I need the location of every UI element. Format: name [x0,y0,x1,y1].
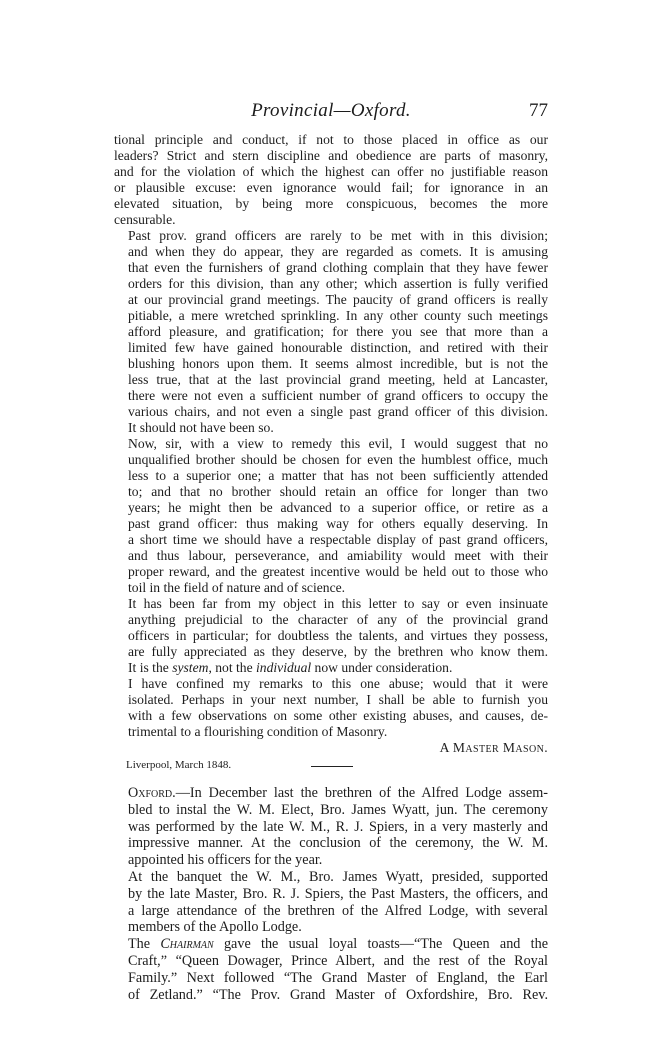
emphasis-individual: individual [256,660,312,675]
text-fragment: now under consideration. [311,660,453,675]
text-line: with a few observations on some other existing abuses, and causes, de- [128,708,548,723]
text-line: tional principle and conduct, if not to those placed in office as our [114,132,548,147]
text-line: elevated situation, by being more conspicuous, becomes the more [114,196,548,211]
text-line: and when they do appear, they are regarded as comets. It is amusing [128,244,548,259]
text-fragment: —In December last the brethren of the Alfred Lodge assem- [175,785,548,801]
text-fragment: gave the usual loyal toasts—“The Queen and the [213,936,549,953]
text-line: a large attendance of the brethren of the Alfred Lodge, with several [128,902,548,919]
text-line: At the banquet the W. M., Bro. James Wyatt, presided, supported [128,868,548,885]
signature-row [114,740,548,756]
dateline-row [114,757,548,775]
text-line: orders for this division, than any other; which assertion is fully verified [128,276,548,291]
text-line: and for the violation of which the highest can offer no justifiable reason [114,164,548,179]
page-number: 77 [529,100,548,121]
letter-paragraph-5 [114,676,548,740]
text-line: Now, sir, with a view to remedy this evil, I would suggest that no [128,436,548,451]
text-line: was performed by the late W. M., R. J. Spiers, in a very masterly and [128,818,548,835]
text-line: pitiable, a mere wretched sprinkling. In any other county such meetings [128,308,548,323]
text-line: Craft,” “Queen Dowager, Prince Albert, and the rest of the Royal [128,952,548,969]
text-line: to; and that no brother should retain an office for longer than two [128,484,548,499]
text-line: It should not have been so. [128,420,274,435]
letter-paragraph-2 [114,228,548,436]
text-line [114,936,548,953]
text-line: toil in the field of nature and of science. [128,580,346,595]
text-line: at our provincial grand meetings. The paucity of grand officers is really [128,292,548,307]
text-line: anything prejudicial to the character of any of the provincial grand [128,612,548,627]
text-line: proper reward, and the greatest incentive would be held out to those who [128,564,548,579]
text-line: Past prov. grand officers are rarely to be met with in this division; [128,228,548,243]
text-line: less true, that at the last provincial grand meeting, held at Lancaster, [128,372,548,387]
text-line: limited few have gained honourable distinction, and retired with their [128,340,548,355]
text-line: censurable. [114,212,176,227]
oxford-paragraph-3 [114,936,548,1003]
page-header [114,100,548,124]
text-line: bled to instal the W. M. Elect, Bro. James Wyatt, jun. The ceremony [128,801,548,818]
running-title: Provincial—Oxford. [251,100,411,121]
text-line: I have confined my remarks to this one abuse; would that it were [128,676,548,691]
letter-dateline: Liverpool, March 1848. [126,759,232,771]
text-line [114,660,548,676]
oxford-section [114,785,548,1003]
oxford-paragraph-1 [114,785,548,869]
text-line: isolated. Perhaps in your next number, I shall be able to furnish you [128,692,548,707]
text-line: officers in particular; for doubtless the talents, and virtues they possess, [128,628,548,643]
letter-signature: A Master Mason. [439,740,548,755]
text-line: past grand officer: thus making way for others equally deserving. In [128,516,548,531]
text-line: It has been far from my object in this letter to say or even insinuate [128,596,548,611]
letter-paragraph-1 [114,132,548,228]
text-line: there were not even a sufficient number of grand officers to occupy the [128,388,548,403]
text-line: leaders? Strict and stern discipline and obedience are parts of masonry, [114,148,548,163]
text-line: blushing honors upon them. It seems almost incredible, but is not the [128,356,548,371]
text-line: members of the Apollo Lodge. [128,919,302,936]
text-fragment: The [128,936,161,953]
text-line: by the late Master, Bro. R. J. Spiers, the Past Masters, the officers, and [128,885,548,902]
text-line: of Zetland.” “The Prov. Grand Master of Oxfordshire, Bro. Rev. [128,986,548,1003]
text-line: and thus labour, perseverance, and amiability would meet with their [128,548,548,563]
text-line: afford pleasure, and gratification; for there you see that more than a [128,324,548,339]
text-line: a short time we should have a respectable display of past grand officers, [128,532,548,547]
text-line: trimental to a flourishing condition of Masonry. [128,724,388,739]
letter-paragraph-3 [114,436,548,596]
text-line: appointed his officers for the year. [128,852,323,869]
text-line: unqualified brother should be chosen for even the humblest office, much [128,452,548,467]
section-rule [311,766,353,767]
text-line [114,785,548,802]
oxford-heading: Oxford. [128,785,176,801]
text-fragment: It is the [128,660,173,675]
text-line: less to a superior one; a matter that has not been sufficiently attended [128,468,548,483]
chairman-name: Chairman [160,936,214,953]
text-line: or plausible excuse: even ignorance would fail; for ignorance in an [114,180,548,195]
text-line: impressive manner. At the conclusion of the ceremony, the W. M. [128,835,548,852]
text-line: that even the furnishers of grand clothing complain that they have fewer [128,260,548,275]
text-line: years; he might then be advanced to a superior office, or retire as a [128,500,548,515]
emphasis-system: system [172,660,209,675]
page-body [114,132,548,1003]
text-line: are fully appreciated as they deserve, by the brethren who know them. [128,644,548,659]
text-fragment: , not the [208,660,257,675]
text-line: Family.” Next followed “The Grand Master of England, the Earl [128,969,548,986]
letter-paragraph-4 [114,596,548,676]
text-line: various chairs, and not even a single past grand officer of this division. [128,404,548,419]
oxford-paragraph-2 [114,869,548,936]
